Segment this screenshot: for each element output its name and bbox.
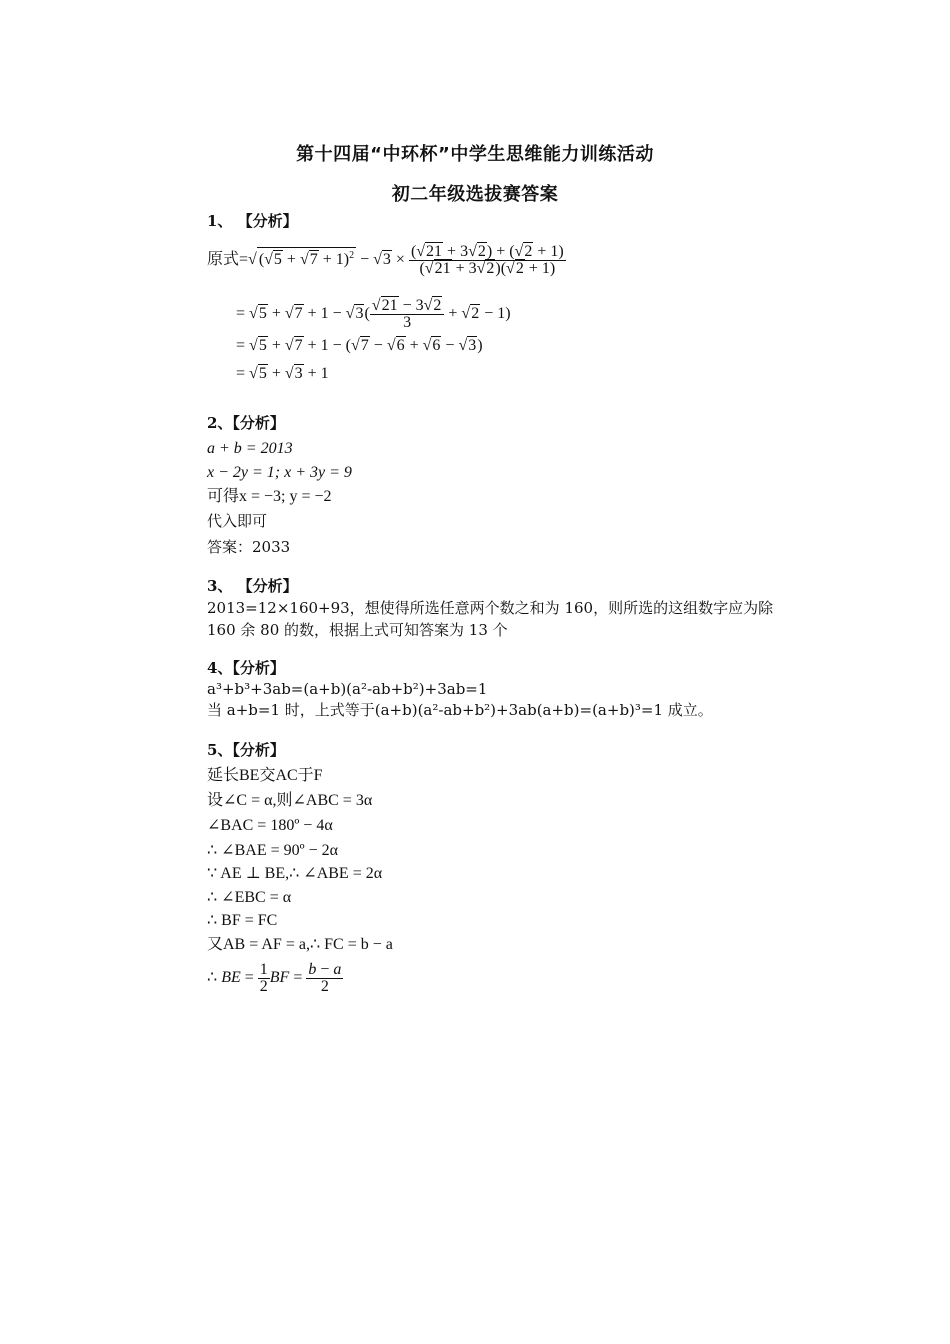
section-3-line-2: 160 余 80 的数，根据上式可知答案为 13 个 bbox=[207, 621, 508, 639]
section-5-line-3: ∠BAC = 180º − 4α bbox=[207, 817, 333, 834]
section-1-heading: 1、 【分析】 bbox=[207, 212, 298, 230]
section-3-heading: 3、 【分析】 bbox=[207, 577, 298, 595]
section-5-line-9: ∴ BE = $\frac{1}{2}$ BF = $\frac{b - a}{2}$ bbox=[207, 961, 342, 995]
section-2-line-2: x − 2y = 1; x + 3y = 9 bbox=[207, 464, 352, 481]
section-2-line-3: 可得x = −3; y = −2 bbox=[207, 488, 332, 505]
section-5-line-6: ∴ ∠EBC = α bbox=[207, 889, 292, 906]
section-4-heading: 4、【分析】 bbox=[207, 659, 285, 677]
section-1-line-3: = √5 + √7 + 1 − (√7 − √6 + √6 − √3) bbox=[236, 337, 483, 354]
section-5-line-5: ∵ AE ⊥ BE,∴ ∠ABE = 2α bbox=[207, 865, 383, 882]
section-1-line-2: = √5 + √7 + 1 − √3( $\frac{√21 - 3√2}{3}$ + √2 − 1) bbox=[236, 297, 511, 331]
section-5-heading: 5、【分析】 bbox=[207, 741, 285, 759]
section-2-heading: 2、【分析】 bbox=[207, 414, 285, 432]
section-5-line-8: 又AB = AF = a,∴ FC = b − a bbox=[207, 936, 393, 953]
section-4-line-1: a³+b³+3ab=(a+b)(a²-ab+b²)+3ab=1 bbox=[207, 680, 488, 698]
section-2-answer: 答案：2033 bbox=[207, 538, 291, 556]
section-5-line-1: 延长BE交AC于F bbox=[207, 767, 323, 784]
section-1-line-4: = √5 + √3 + 1 bbox=[236, 365, 329, 382]
section-3-line-1: 2013=12×160+93，想使得所选任意两个数之和为 160，则所选的这组数字应为除 bbox=[207, 599, 774, 617]
section-5-line-2: 设∠C = α,则∠ABC = 3α bbox=[207, 792, 373, 809]
section-2-line-1: a + b = 2013 bbox=[207, 440, 293, 457]
section-2-line-4: 代入即可 bbox=[207, 512, 268, 530]
section-4-line-2: 当 a+b=1 时，上式等于(a+b)(a²-ab+b²)+3ab(a+b)=(a+b)³=1 成立。 bbox=[207, 701, 713, 719]
section-5-line-7: ∴ BF = FC bbox=[207, 912, 278, 929]
document-title: 第十四届“中环杯”中学生思维能力训练活动 bbox=[296, 144, 654, 165]
document-subtitle: 初二年级选拔赛答案 bbox=[391, 184, 559, 205]
section-1-line-1: 原式=√ $(√5 + √7 + 1)^2 - √3$ × $\frac{(√21 + 3√2) + (√2 + 1)}{(√21 + 3√2)(√2 + 1)}$ bbox=[207, 243, 564, 277]
section-5-line-4: ∴ ∠BAE = 90º − 2α bbox=[207, 842, 338, 859]
